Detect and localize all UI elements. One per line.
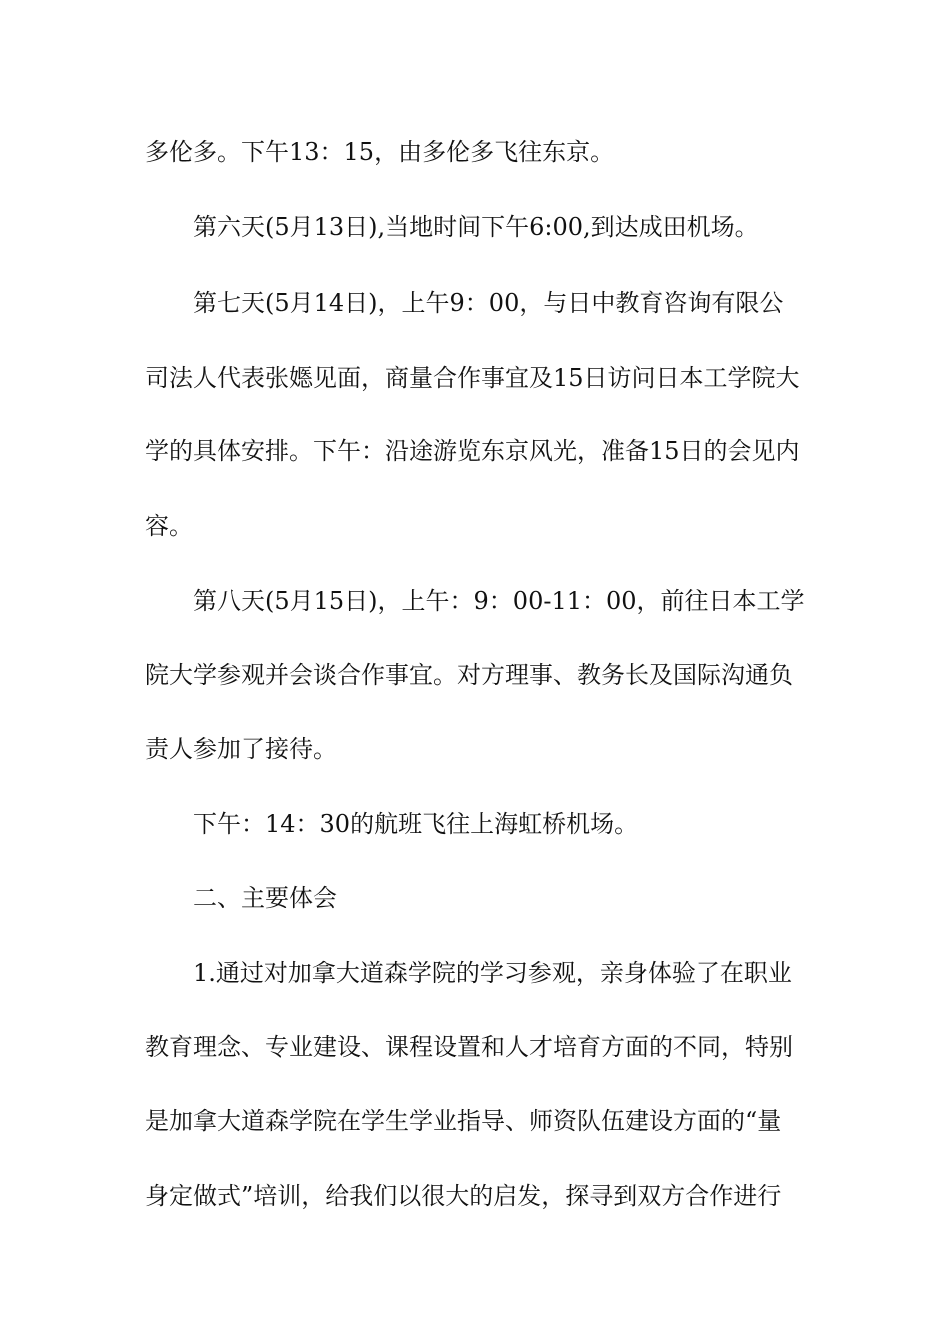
text-line: 司法人代表张嫕见面，商量合作事宜及15日访问日本工学院大 xyxy=(145,364,800,392)
text-line: 1.通过对加拿大道森学院的学习参观，亲身体验了在职业 xyxy=(193,959,792,987)
text-line: 身定做式”培训，给我们以很大的启发，探寻到双方合作进行 xyxy=(145,1182,782,1210)
section-heading: 二、主要体会 xyxy=(193,884,337,912)
text-line: 第六天(5月13日),当地时间下午6:00,到达成田机场。 xyxy=(193,213,759,241)
text-line: 第八天(5月15日)，上午：9：00-11：00，前往日本工学 xyxy=(193,587,805,615)
text-line: 第七天(5月14日)，上午9：00，与日中教育咨询有限公 xyxy=(193,289,784,317)
text-line: 是加拿大道森学院在学生学业指导、师资队伍建设方面的“量 xyxy=(145,1107,782,1135)
text-line: 容。 xyxy=(145,512,193,540)
text-line: 学的具体安排。下午：沿途游览东京风光，准备15日的会见内 xyxy=(145,437,800,465)
text-line: 下午：14：30的航班飞往上海虹桥机场。 xyxy=(193,810,639,838)
text-line: 教育理念、专业建设、课程设置和人才培育方面的不同，特别 xyxy=(145,1033,793,1061)
text-line: 多伦多。下午13：15，由多伦多飞往东京。 xyxy=(145,138,615,166)
text-line: 院大学参观并会谈合作事宜。对方理事、教务长及国际沟通负 xyxy=(145,661,793,689)
text-line: 责人参加了接待。 xyxy=(145,735,337,763)
